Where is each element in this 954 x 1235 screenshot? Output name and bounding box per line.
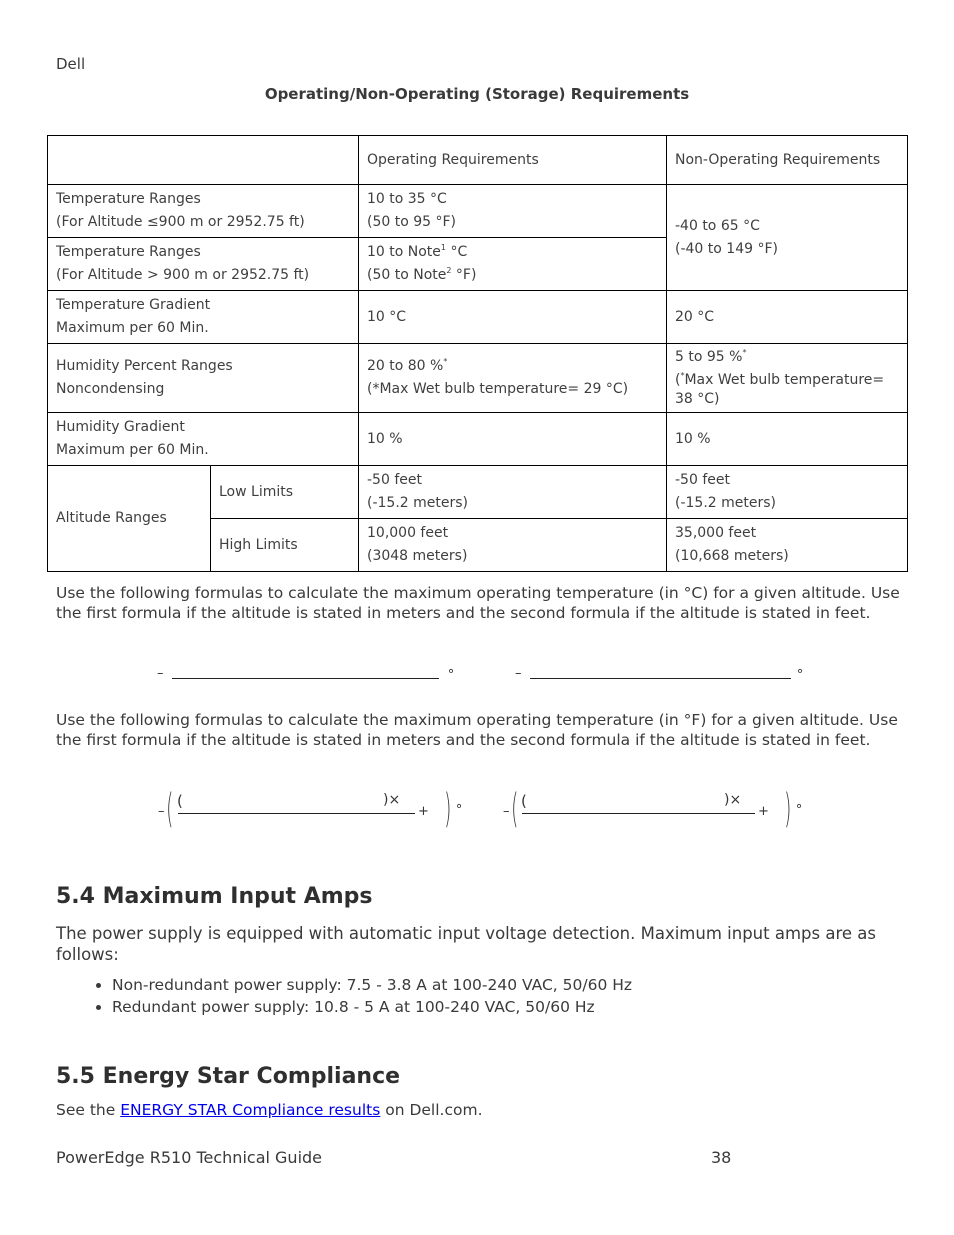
- value-line: (50 to Note$^2$ °F): [367, 266, 477, 283]
- nonoperating-cell: 10 %: [667, 413, 908, 466]
- operating-cell: 10 %: [359, 413, 667, 466]
- energy-star-line: [56, 1101, 483, 1119]
- value-line: (10,668 meters): [675, 548, 789, 564]
- energy-star-post: on Dell.com.: [380, 1101, 483, 1119]
- footer-guide-title: PowerEdge R510 Technical Guide: [56, 1148, 323, 1167]
- table-row: [48, 185, 908, 238]
- table-header-empty: [48, 136, 359, 185]
- operating-cell: [359, 238, 667, 291]
- list-item: • Redundant power supply: 10.8 - 5 A at 100-240 VAC, 50/60 Hz: [112, 996, 632, 1018]
- table-title: Operating/Non-Operating (Storage) Requirements: [264, 85, 690, 103]
- value-line: (-15.2 meters): [367, 495, 469, 511]
- high-limits-label: High Limits: [211, 519, 359, 572]
- energy-star-pre: See the: [56, 1101, 121, 1119]
- fraction-bar: [522, 813, 755, 814]
- label-line: Maximum per 60 Min.: [56, 442, 209, 458]
- table-row: [48, 413, 908, 466]
- value-line: 5 to 95 %*: [675, 347, 747, 365]
- fraction-bar: [530, 678, 791, 679]
- value-line: 10 to 35 °C: [367, 191, 447, 207]
- table-row: [48, 291, 908, 344]
- altitude-label: Altitude Ranges: [48, 466, 211, 572]
- label-line: Humidity Gradient: [56, 419, 185, 435]
- celsius-formula-paragraph: Use the following formulas to calculate the maximum operating temperature (in °C) for a given altitude. Use the first formula if the altitude is stated in meters and the second formula if the altitude is stated in feet.: [56, 584, 900, 622]
- footer-page-number: 38: [711, 1148, 732, 1167]
- value-line: 10,000 feet: [367, 525, 449, 541]
- section-heading-max-input-amps: 5.4 Maximum Input Amps: [56, 884, 373, 909]
- table-header-row: [48, 136, 908, 185]
- value-line: (50 to 95 °F): [367, 214, 457, 230]
- row-label: [48, 291, 359, 344]
- value-line: (-40 to 149 °F): [675, 240, 778, 257]
- table-row: [48, 344, 908, 413]
- row-label: [48, 344, 359, 413]
- value-line: (*Max Wet bulb temperature= 29 °C): [367, 381, 629, 397]
- low-limits-label: Low Limits: [211, 466, 359, 519]
- fraction-bar: [178, 813, 415, 814]
- operating-cell: [359, 519, 667, 572]
- row-label: [48, 238, 359, 291]
- nonoperating-cell: [667, 185, 908, 291]
- value-line: 20 to 80 %*: [367, 357, 448, 374]
- row-label: [48, 413, 359, 466]
- nonoperating-cell: [667, 466, 908, 519]
- label-line: Temperature Ranges: [56, 191, 201, 207]
- requirements-table: [47, 135, 908, 572]
- label-line: Maximum per 60 Min.: [56, 320, 209, 336]
- value-line: 38 °C): [675, 390, 720, 407]
- label-line: (For Altitude ≤900 m or 2952.75 ft): [56, 214, 305, 230]
- value-line: (-15.2 meters): [675, 495, 777, 511]
- operating-cell: 10 °C: [359, 291, 667, 344]
- value-line: 10 to Note$^1$ °C: [367, 243, 468, 260]
- value-line: -40 to 65 °C: [675, 217, 760, 234]
- value-line: -50 feet: [675, 472, 730, 488]
- operating-cell: [359, 185, 667, 238]
- amps-bullet-list: [56, 974, 632, 1018]
- label-line: Humidity Percent Ranges: [56, 358, 233, 374]
- value-line: (3048 meters): [367, 548, 468, 564]
- label-line: Noncondensing: [56, 381, 165, 397]
- label-line: (For Altitude > 900 m or 2952.75 ft): [56, 267, 310, 283]
- list-item: • Non-redundant power supply: 7.5 - 3.8 A at 100-240 VAC, 50/60 Hz: [112, 974, 632, 996]
- value-line: 35,000 feet: [675, 525, 757, 541]
- value-line: (*Max Wet bulb temperature=: [675, 370, 885, 388]
- label-line: Temperature Ranges: [56, 244, 201, 260]
- section-heading-energy-star: 5.5 Energy Star Compliance: [56, 1064, 401, 1089]
- fahrenheit-formula-paragraph: Use the following formulas to calculate the maximum operating temperature (in °F) for a given altitude. Use the first formula if the altitude is stated in meters and the second formula if the altitude is stated in feet.: [56, 711, 898, 749]
- fraction-bar: [172, 678, 439, 679]
- operating-cell: [359, 344, 667, 413]
- section-intro: The power supply is equipped with automatic input voltage detection. Maximum input amps are as follows:: [56, 924, 876, 964]
- col-operating: Operating Requirements: [359, 136, 667, 185]
- value-line: -50 feet: [367, 472, 422, 488]
- nonoperating-cell: 20 °C: [667, 291, 908, 344]
- header-company: Dell: [56, 55, 86, 73]
- row-label: [48, 185, 359, 238]
- energy-star-link[interactable]: ENERGY STAR Compliance results: [120, 1101, 381, 1119]
- nonoperating-cell: [667, 519, 908, 572]
- operating-cell: [359, 466, 667, 519]
- label-line: Temperature Gradient: [56, 297, 211, 313]
- table-row: [48, 466, 908, 519]
- col-nonoperating: Non-Operating Requirements: [667, 136, 908, 185]
- nonoperating-cell: [667, 344, 908, 413]
